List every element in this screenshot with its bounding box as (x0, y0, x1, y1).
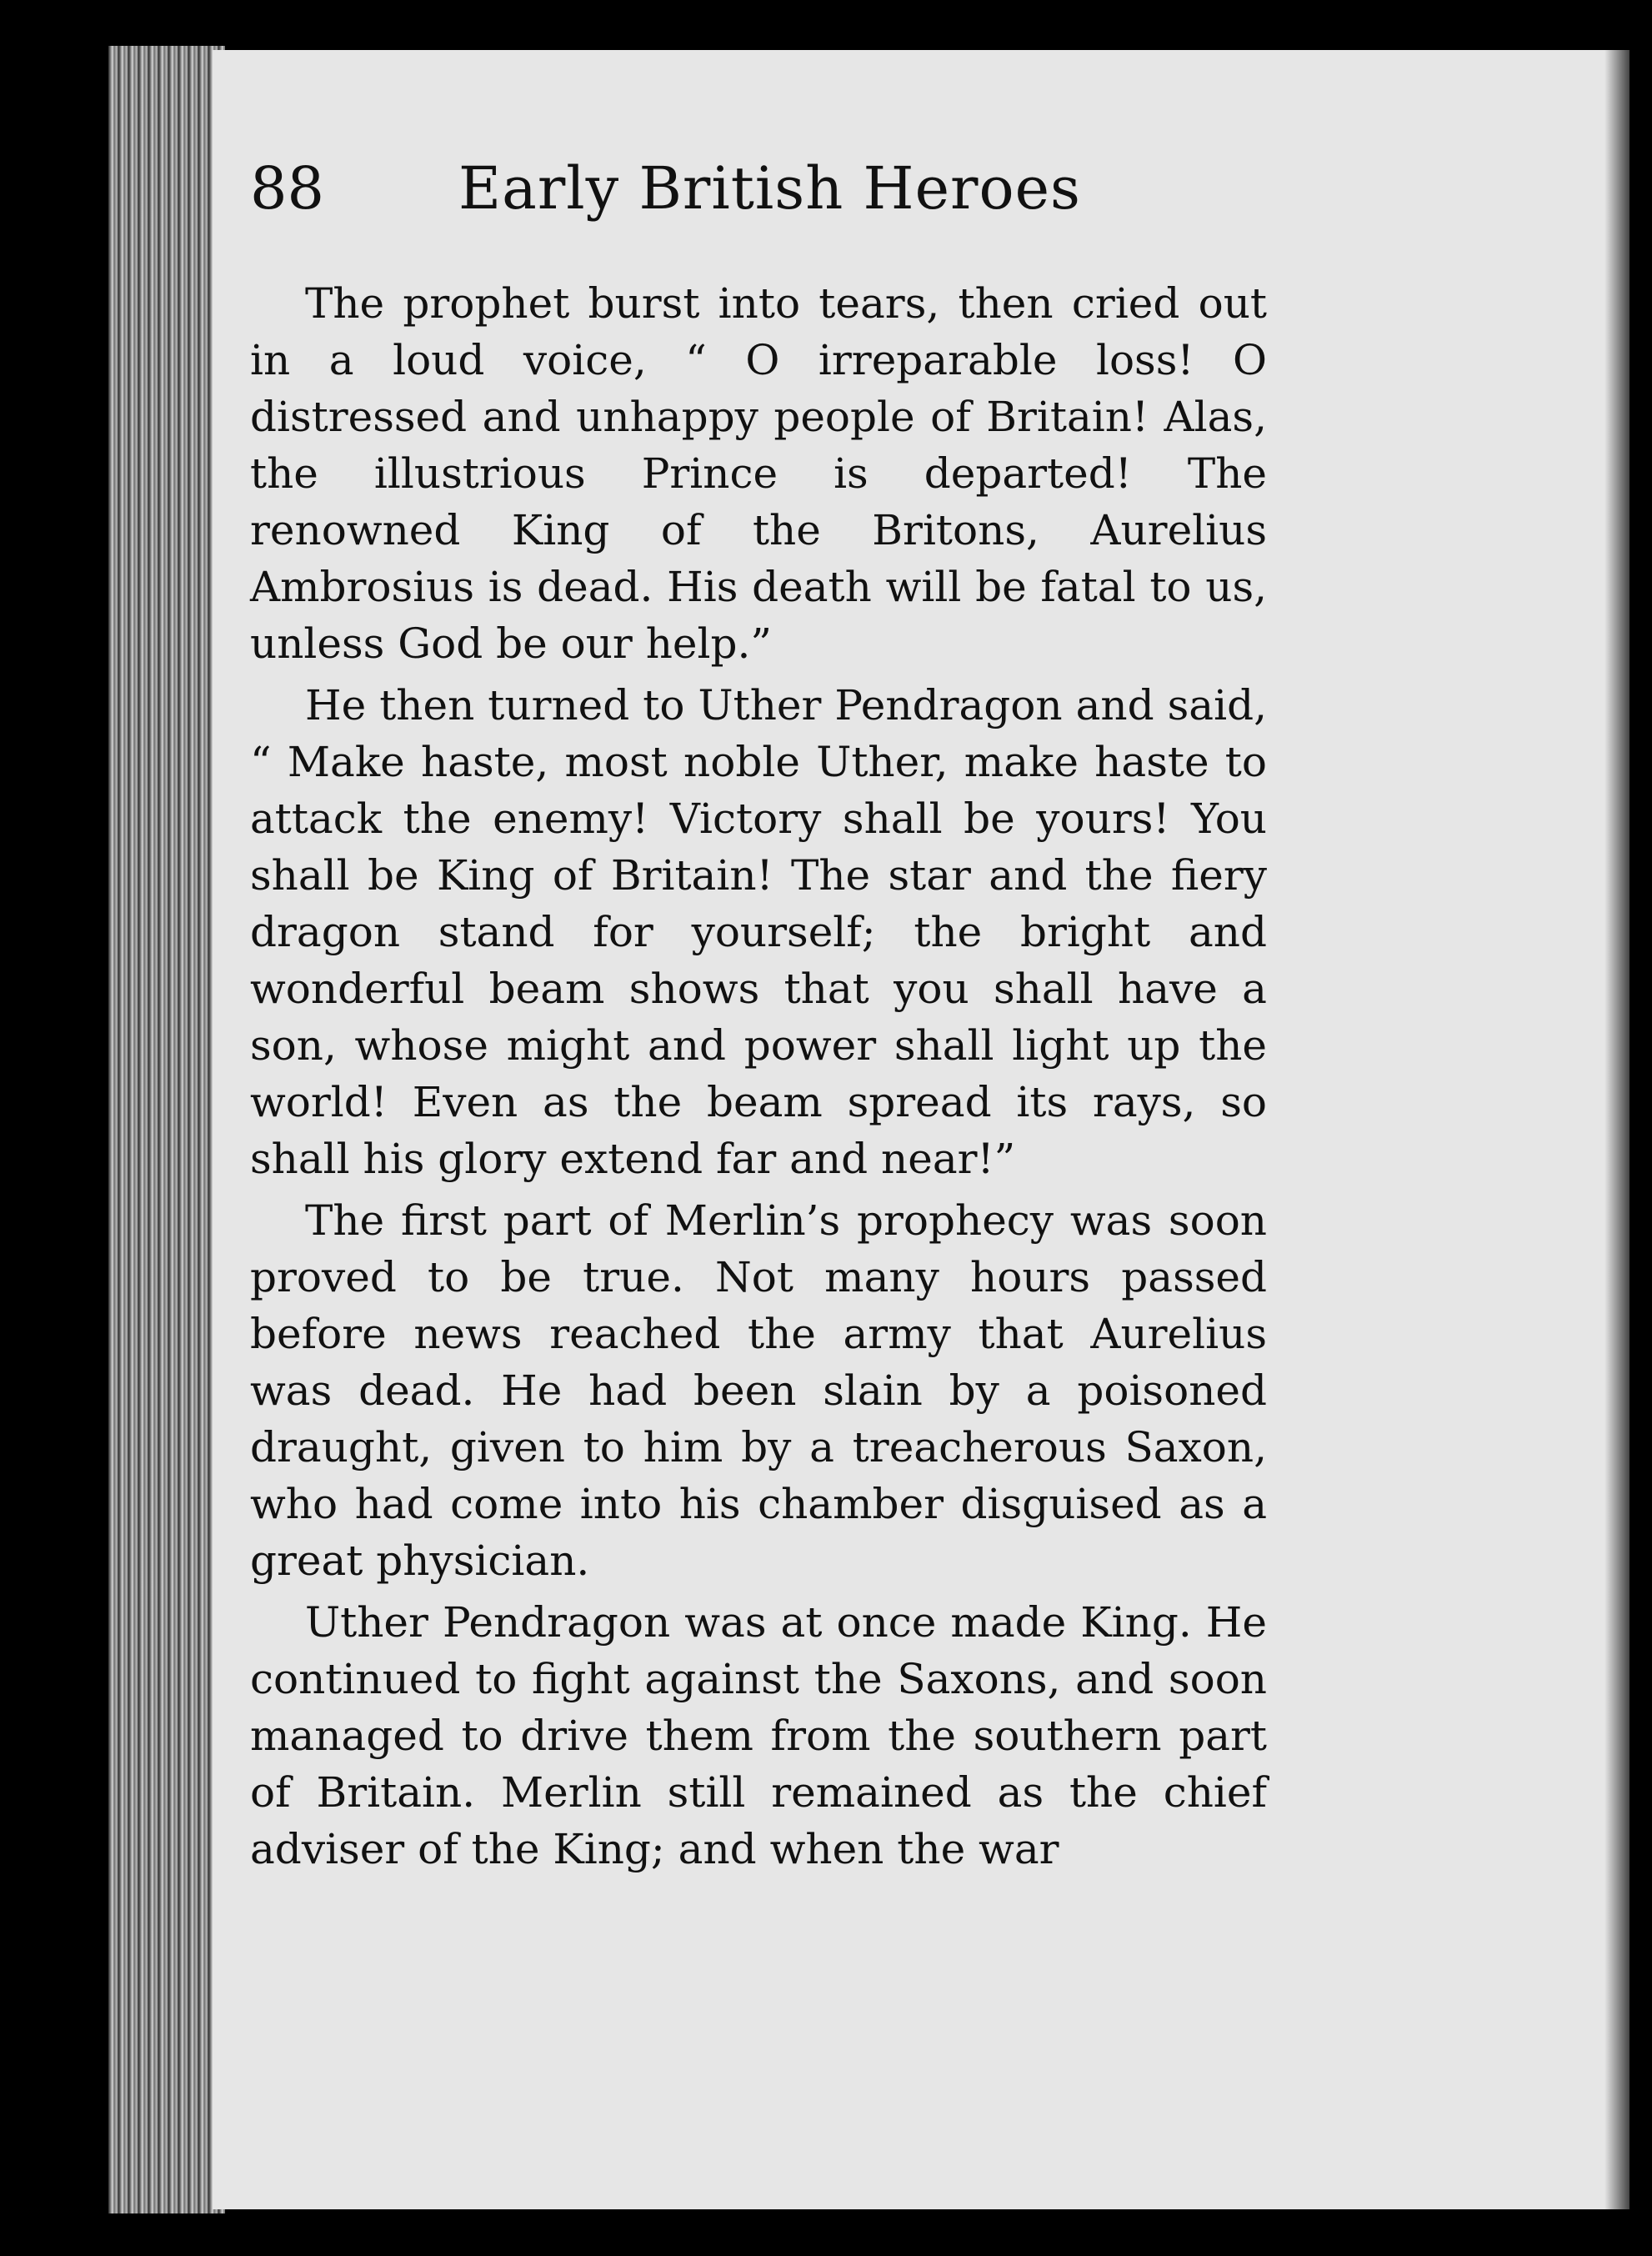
paragraph: He then turned to Uther Pendragon and said, “ Make haste, most noble Uther, make haste to attack the enemy! Victory shall be yours! You shall be King of Britain! The star and the fiery dragon stand for yourself; the bright and wonderful beam shows that you shall have a son, whose might and power shall light up the world! Even as the beam spread its rays, so shall his glory extend far and near!” (250, 681, 1267, 1183)
paragraph: The prophet burst into tears, then cried out in a loud voice, “ O irreparable loss! O distressed and unhappy people of Britain! Alas, the illustrious Prince is departed! The renowned King of the Britons, Aurelius Ambrosius is dead. His death will be fatal to us, unless God be our help.” (250, 279, 1267, 668)
page-shadow (1604, 50, 1629, 2209)
paragraph: Uther Pendragon was at once made King. He continued to fight against the Saxons, and soon managed to drive them from the southern part of Britain. Merlin still remained as the chief adviser of the King; and when the war (250, 1598, 1267, 1873)
body-text (250, 275, 1267, 1883)
running-title: Early British Heroes (458, 154, 1081, 223)
paragraph: The first part of Merlin’s prophecy was soon proved to be true. Not many hours passed before news reached the army that Aurelius was dead. He had been slain by a poisoned draught, given to him by a treacherous Saxon, who had come into his chamber disguised as a great physician. (250, 1196, 1267, 1585)
book-spine-edge (108, 46, 225, 2213)
page-header (250, 146, 1284, 238)
page-number: 88 (250, 154, 325, 223)
